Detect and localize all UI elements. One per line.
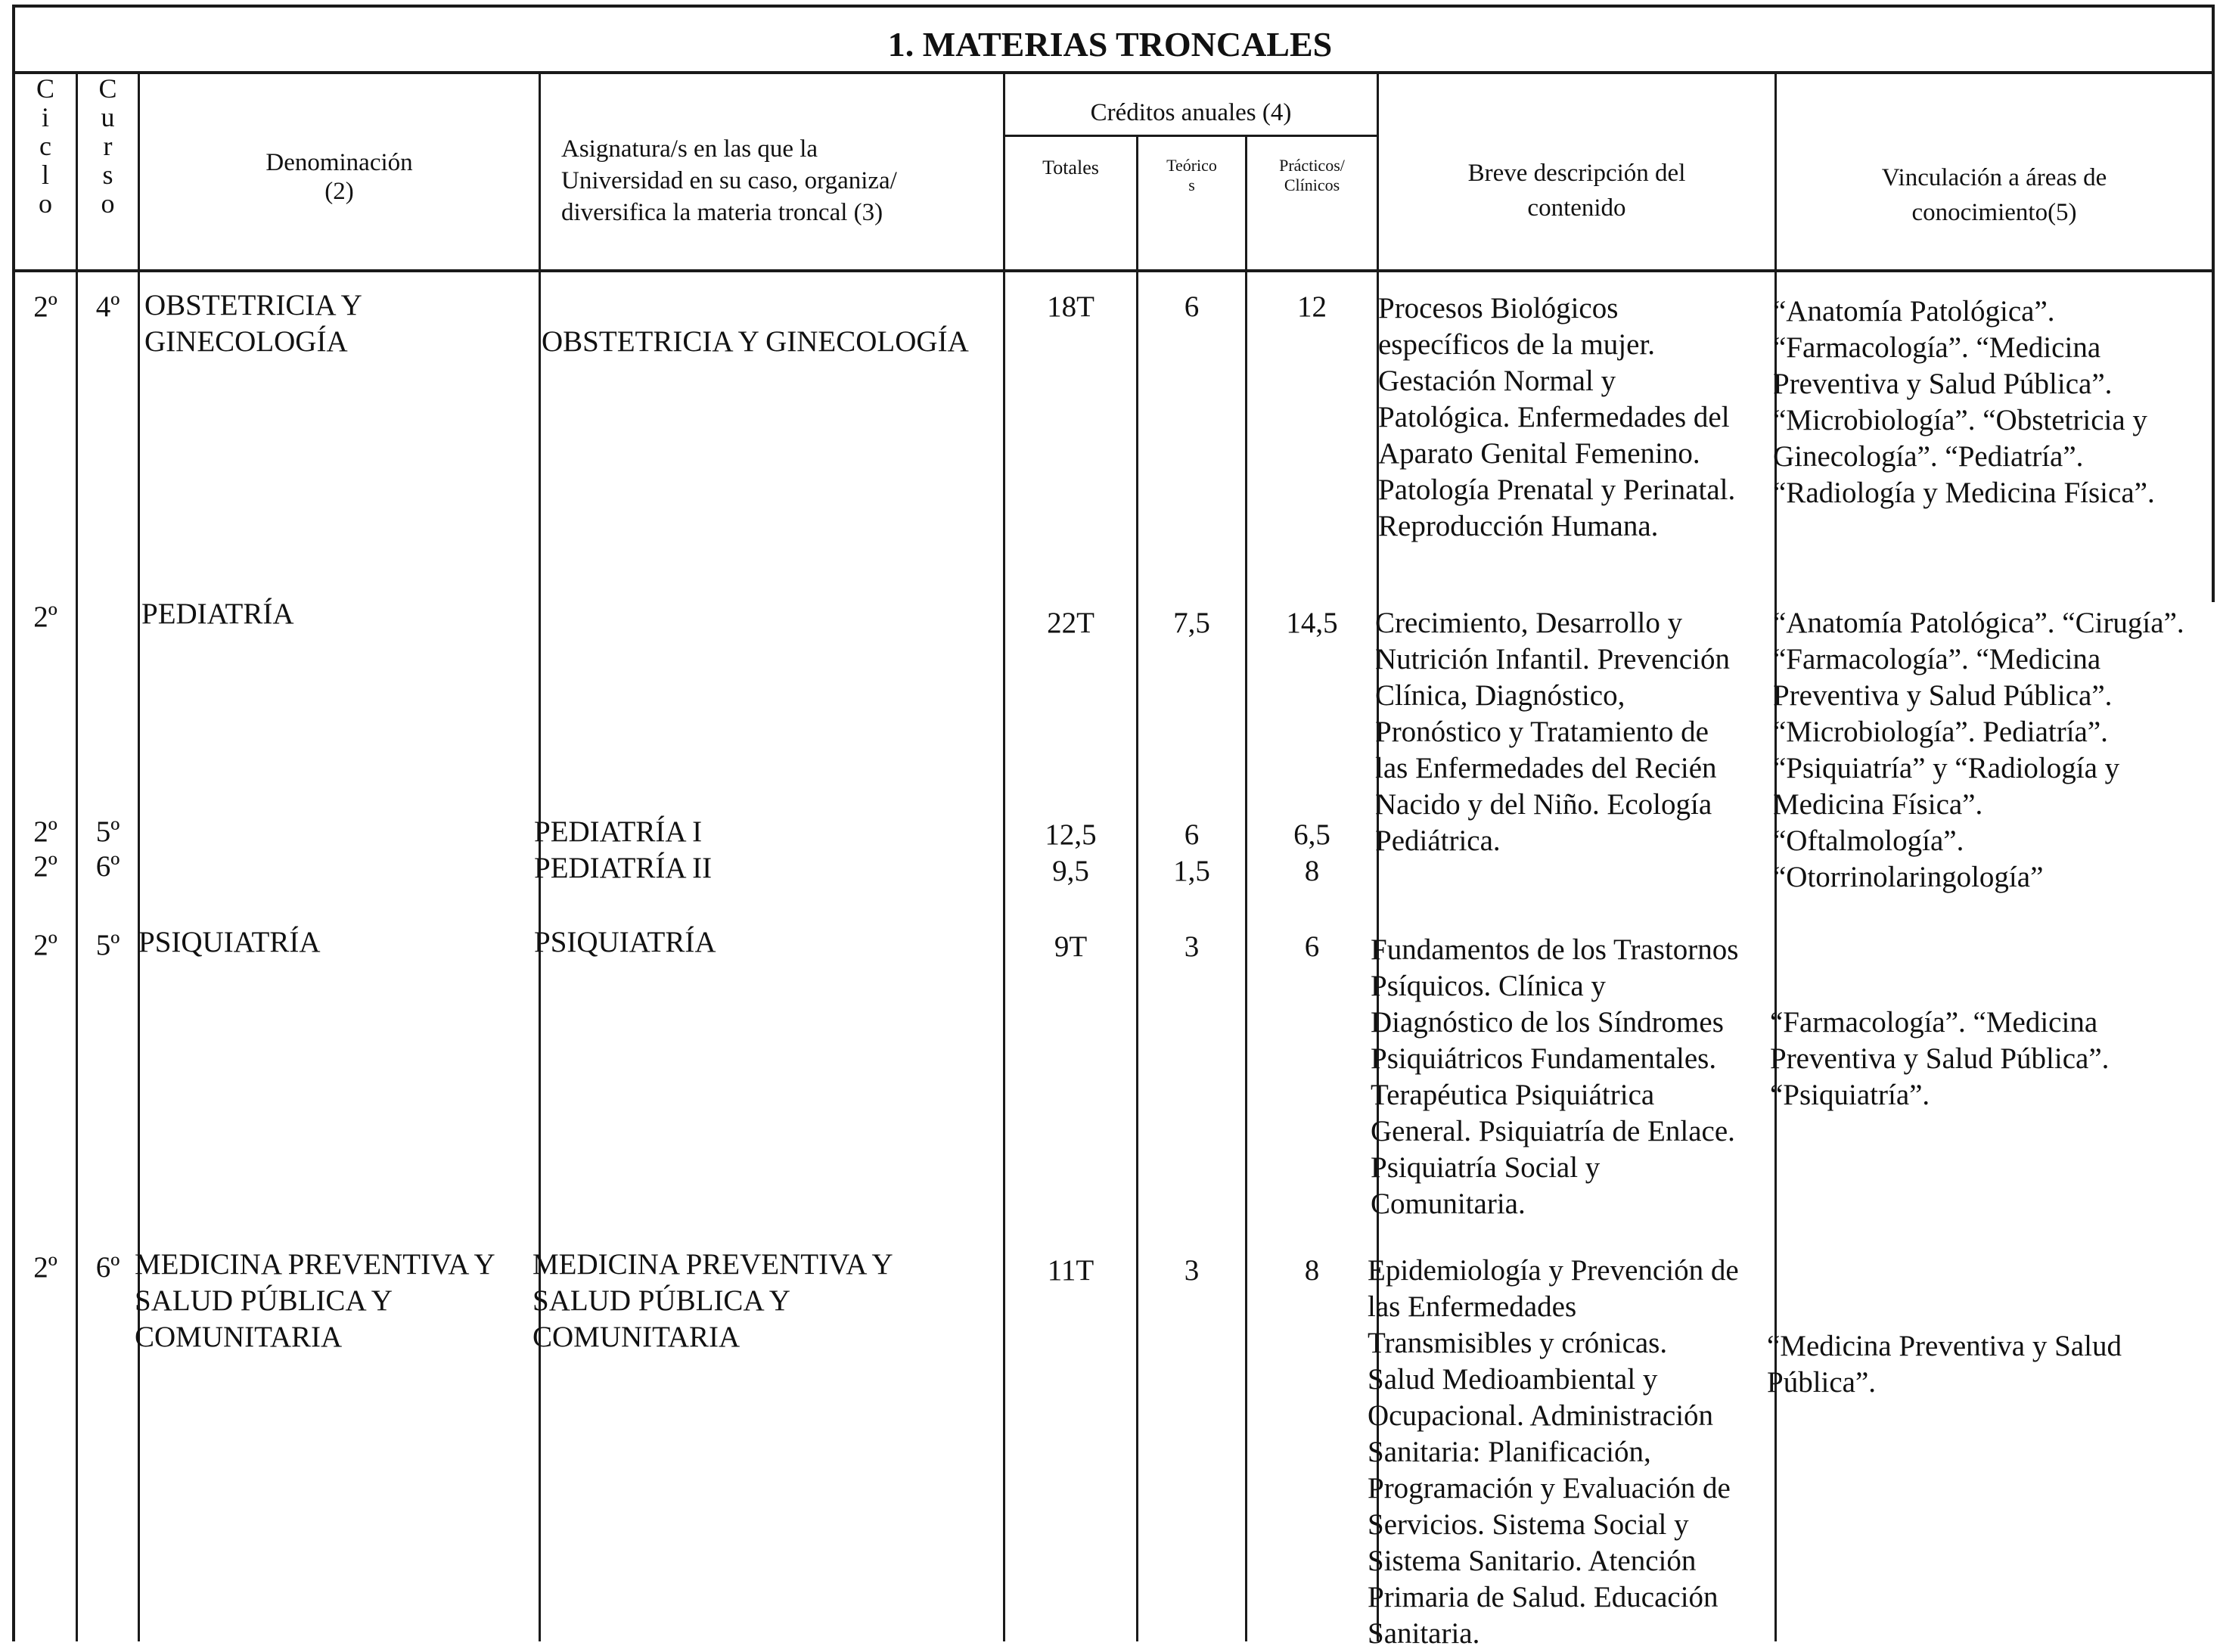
table-border-right [2212, 5, 2215, 602]
row-curso: 5º [95, 929, 120, 961]
title-divider [12, 71, 2215, 74]
row-teoricos: 1,5 [1173, 855, 1210, 887]
row-vinculacion: “Anatomía Patológica”. “Cirugía”. “Farmacología”. “Medicina Preventiva y Salud Pública”. “Microbiología”. Pediatría”. “Psiquiatría” y “Radiología y Medicina Física”. “Oftalmología”. “Otorrinolaringología” [1773, 607, 2184, 893]
col-line-denominacion [138, 73, 140, 1641]
row-teoricos: 7,5 [1173, 607, 1210, 639]
row-teoricos: 6 [1184, 818, 1200, 851]
row-asignatura: PEDIATRÍA II [534, 852, 713, 884]
row-practicos: 6,5 [1293, 818, 1330, 851]
header-divider [12, 269, 2215, 272]
table-border-top [12, 5, 2215, 8]
header-curso: C u r s o [98, 73, 117, 219]
row-ciclo: 2º [33, 929, 57, 961]
row-totales: 9T [1054, 930, 1088, 963]
row-vinculacion: “Anatomía Patológica”. “Farmacología”. “Medicina Preventiva y Salud Pública”. “Microbiología”. “Obstetricia y Ginecología”. “Pediatría”. “Radiología y Medicina Física”. [1773, 295, 2155, 509]
row-practicos: 8 [1304, 1254, 1320, 1287]
header-vinculacion: Vinculación a áreas de conocimiento(5) [1881, 164, 2107, 226]
row-ciclo: 2º [33, 1251, 57, 1284]
row-asignatura: MEDICINA PREVENTIVA Y SALUD PÚBLICA Y COMUNITARIA [532, 1248, 893, 1353]
row-ciclo: 2º [33, 290, 57, 323]
row-curso: 6º [95, 850, 120, 883]
row-descripcion: Crecimiento, Desarrollo y Nutrición Infantil. Prevención Clínica, Diagnóstico, Pronóstico y Tratamiento de las Enfermedades del Recién Nacido y del Niño. Ecología Pediátrica. [1375, 607, 1730, 857]
row-totales: 9,5 [1052, 855, 1089, 887]
header-teoricos: Teórico s [1166, 156, 1217, 194]
row-curso: 6º [95, 1251, 120, 1284]
header-denominacion: Denominación (2) [265, 149, 413, 205]
row-denominacion: PEDIATRÍA [141, 598, 294, 630]
row-vinculacion: “Medicina Preventiva y Salud Pública”. [1767, 1330, 2122, 1399]
row-descripcion: Fundamentos de los Trastornos Psíquicos. Clínica y Diagnóstico de los Síndromes Psiquiátricos Fundamentales. Terapéutica Psiquiátrica General. Psiquiatría de Enlace. Psiquiatría Social y Comunitaria. [1371, 933, 1739, 1220]
row-curso: 4º [95, 290, 120, 323]
row-totales: 11T [1047, 1254, 1094, 1287]
row-practicos: 12 [1297, 290, 1327, 323]
row-teoricos: 6 [1184, 290, 1200, 323]
row-practicos: 6 [1304, 930, 1320, 963]
row-descripcion: Epidemiología y Prevención de las Enfermedades Transmisibles y crónicas. Salud Medioambiental y Ocupacional. Administración Sanitaria: Planificación, Programación y Evaluación de Servicios. Sistema Social y Sistema Sanitario. Atención Primaria de Salud. Educación Sanitaria. [1368, 1254, 1739, 1650]
creditos-subheader-line [1004, 135, 1378, 137]
row-denominacion: MEDICINA PREVENTIVA Y SALUD PÚBLICA Y COMUNITARIA [135, 1248, 495, 1353]
row-totales: 22T [1047, 607, 1094, 639]
header-practicos: Prácticos/ Clínicos [1279, 156, 1345, 194]
row-descripcion: Procesos Biológicos específicos de la mujer. Gestación Normal y Patológica. Enfermedades del Aparato Genital Femenino. Patología Prenatal y Perinatal. Reproducción Humana. [1378, 292, 1736, 542]
row-denominacion: PSIQUIATRÍA [138, 926, 321, 958]
row-denominacion: OBSTETRICIA Y GINECOLOGÍA [144, 289, 362, 358]
header-totales: Totales [1042, 157, 1099, 179]
row-practicos: 14,5 [1286, 607, 1338, 639]
header-creditos-anuales: Créditos anuales (4) [1090, 99, 1292, 126]
header-descripcion: Breve descripción del contenido [1467, 160, 1686, 222]
row-practicos: 8 [1304, 855, 1320, 887]
header-ciclo: C i c l o [36, 73, 54, 219]
row-curso: 5º [95, 815, 120, 848]
row-ciclo: 2º [33, 850, 57, 883]
row-totales: 12,5 [1045, 818, 1097, 851]
table-title: 1. MATERIAS TRONCALES [887, 25, 1333, 64]
row-asignatura: PSIQUIATRÍA [534, 926, 716, 958]
row-totales: 18T [1047, 290, 1094, 323]
row-asignatura: PEDIATRÍA I [534, 815, 703, 848]
header-asignatura: Asignatura/s en las que la Universidad en su caso, organiza/ diversifica la materia troncal (3) [561, 135, 897, 226]
row-vinculacion: “Farmacología”. “Medicina Preventiva y Salud Pública”. “Psiquiatría”. [1770, 1006, 2110, 1111]
row-teoricos: 3 [1184, 930, 1200, 963]
row-ciclo: 2º [33, 815, 57, 848]
row-asignatura: OBSTETRICIA Y GINECOLOGÍA [542, 325, 969, 358]
row-teoricos: 3 [1184, 1254, 1200, 1287]
row-ciclo: 2º [33, 601, 57, 633]
